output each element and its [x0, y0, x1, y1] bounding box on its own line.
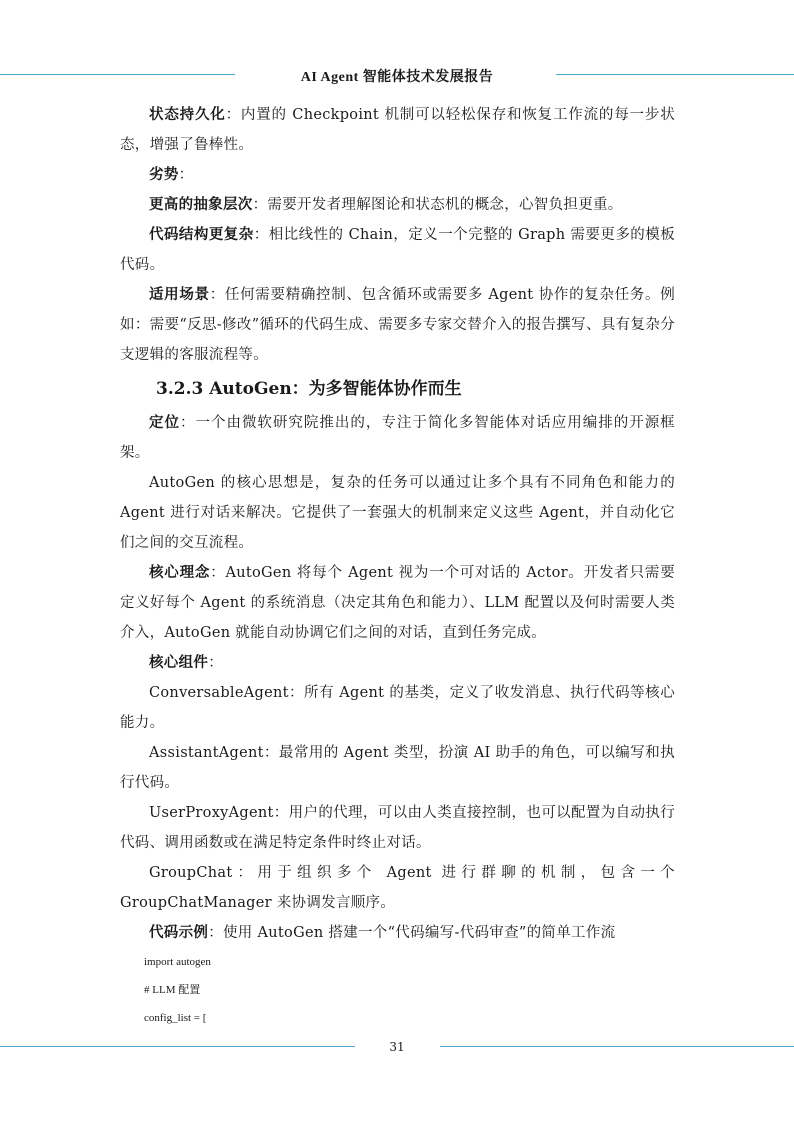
text: ：一个由微软研究院推出的，专注于简化多智能体对话应用编排的开源框架。: [120, 415, 675, 461]
paragraph-state-persistence: [120, 100, 675, 160]
text: ：: [208, 655, 224, 671]
term: 核心组件: [149, 654, 209, 671]
term: 代码结构更复杂: [149, 226, 254, 243]
paragraph-core-concept: [120, 558, 675, 648]
text: ：: [178, 167, 194, 183]
term: 更高的抽象层次: [149, 196, 253, 213]
paragraph-disadvantages: [120, 160, 675, 190]
text: ：相比线性的 Chain，定义一个完整的 Graph 需要更多的模板代码。: [120, 227, 676, 273]
code-line: config_list = [: [144, 1012, 207, 1024]
text: ：AutoGen 将每个 Agent 视为一个可对话的 Actor。开发者只需要定义好每个 Agent 的系统消息（决定其角色和能力）、LLM 配置以及何时需要人类介入，AutoGen 就能自动协调它们之间的对话，直到任务完成。: [120, 565, 675, 641]
paragraph-user-proxy-agent: UserProxyAgent：用户的代理，可以由人类直接控制，也可以配置为自动执行代码、调用函数或在满足特定条件时终止对话。: [120, 805, 675, 851]
term: 定位: [149, 414, 180, 431]
paragraph-core-components: [120, 648, 675, 678]
paragraph-core-idea: AutoGen 的核心思想是，复杂的任务可以通过让多个具有不同角色和能力的 Agent 进行对话来解决。它提供了一套强大的机制来定义这些 Agent，并自动化它们之间的交互流程。: [120, 475, 675, 551]
paragraph-abstraction: [120, 190, 675, 220]
paragraph-use-cases: [120, 280, 675, 370]
page-header-title: AI Agent 智能体技术发展报告: [300, 70, 494, 85]
text: ：需要开发者理解图论和状态机的概念，心智负担更重。: [252, 197, 623, 213]
term: 状态持久化: [149, 106, 226, 123]
page-body: [120, 100, 675, 1032]
term: 劣势: [149, 166, 179, 183]
paragraph-code-structure: [120, 220, 675, 280]
text: ：使用 AutoGen 搭建一个“代码编写-代码审查”的简单工作流: [208, 925, 616, 941]
page-number: 31: [389, 1040, 405, 1054]
paragraph-positioning: [120, 408, 675, 468]
paragraph-assistant-agent: AssistantAgent：最常用的 Agent 类型，扮演 AI 助手的角色，可以编写和执行代码。: [120, 745, 675, 791]
paragraph-conversable-agent: ConversableAgent：所有 Agent 的基类，定义了收发消息、执行代码等核心能力。: [120, 685, 675, 731]
text: ：任何需要精确控制、包含循环或需要多 Agent 协作的复杂任务。例如：需要“反思-修改”循环的代码生成、需要多专家交替介入的报告撰写、具有复杂分支逻辑的客服流程等。: [120, 287, 675, 363]
section-heading: 3.2.3 AutoGen：为多智能体协作而生: [156, 379, 462, 399]
paragraph-code-example: [120, 918, 675, 948]
term: 核心理念: [149, 564, 211, 581]
code-line: # LLM 配置: [144, 984, 201, 996]
code-line: import autogen: [144, 956, 211, 968]
term: 代码示例: [149, 924, 209, 941]
paragraph-group-chat: GroupChat：用于组织多个 Agent 进行群聊的机制，包含一个 GroupChatManager 来协调发言顺序。: [120, 865, 675, 911]
text: ：内置的 Checkpoint 机制可以轻松保存和恢复工作流的每一步状态，增强了鲁棒性。: [120, 107, 675, 153]
term: 适用场景: [149, 286, 210, 303]
